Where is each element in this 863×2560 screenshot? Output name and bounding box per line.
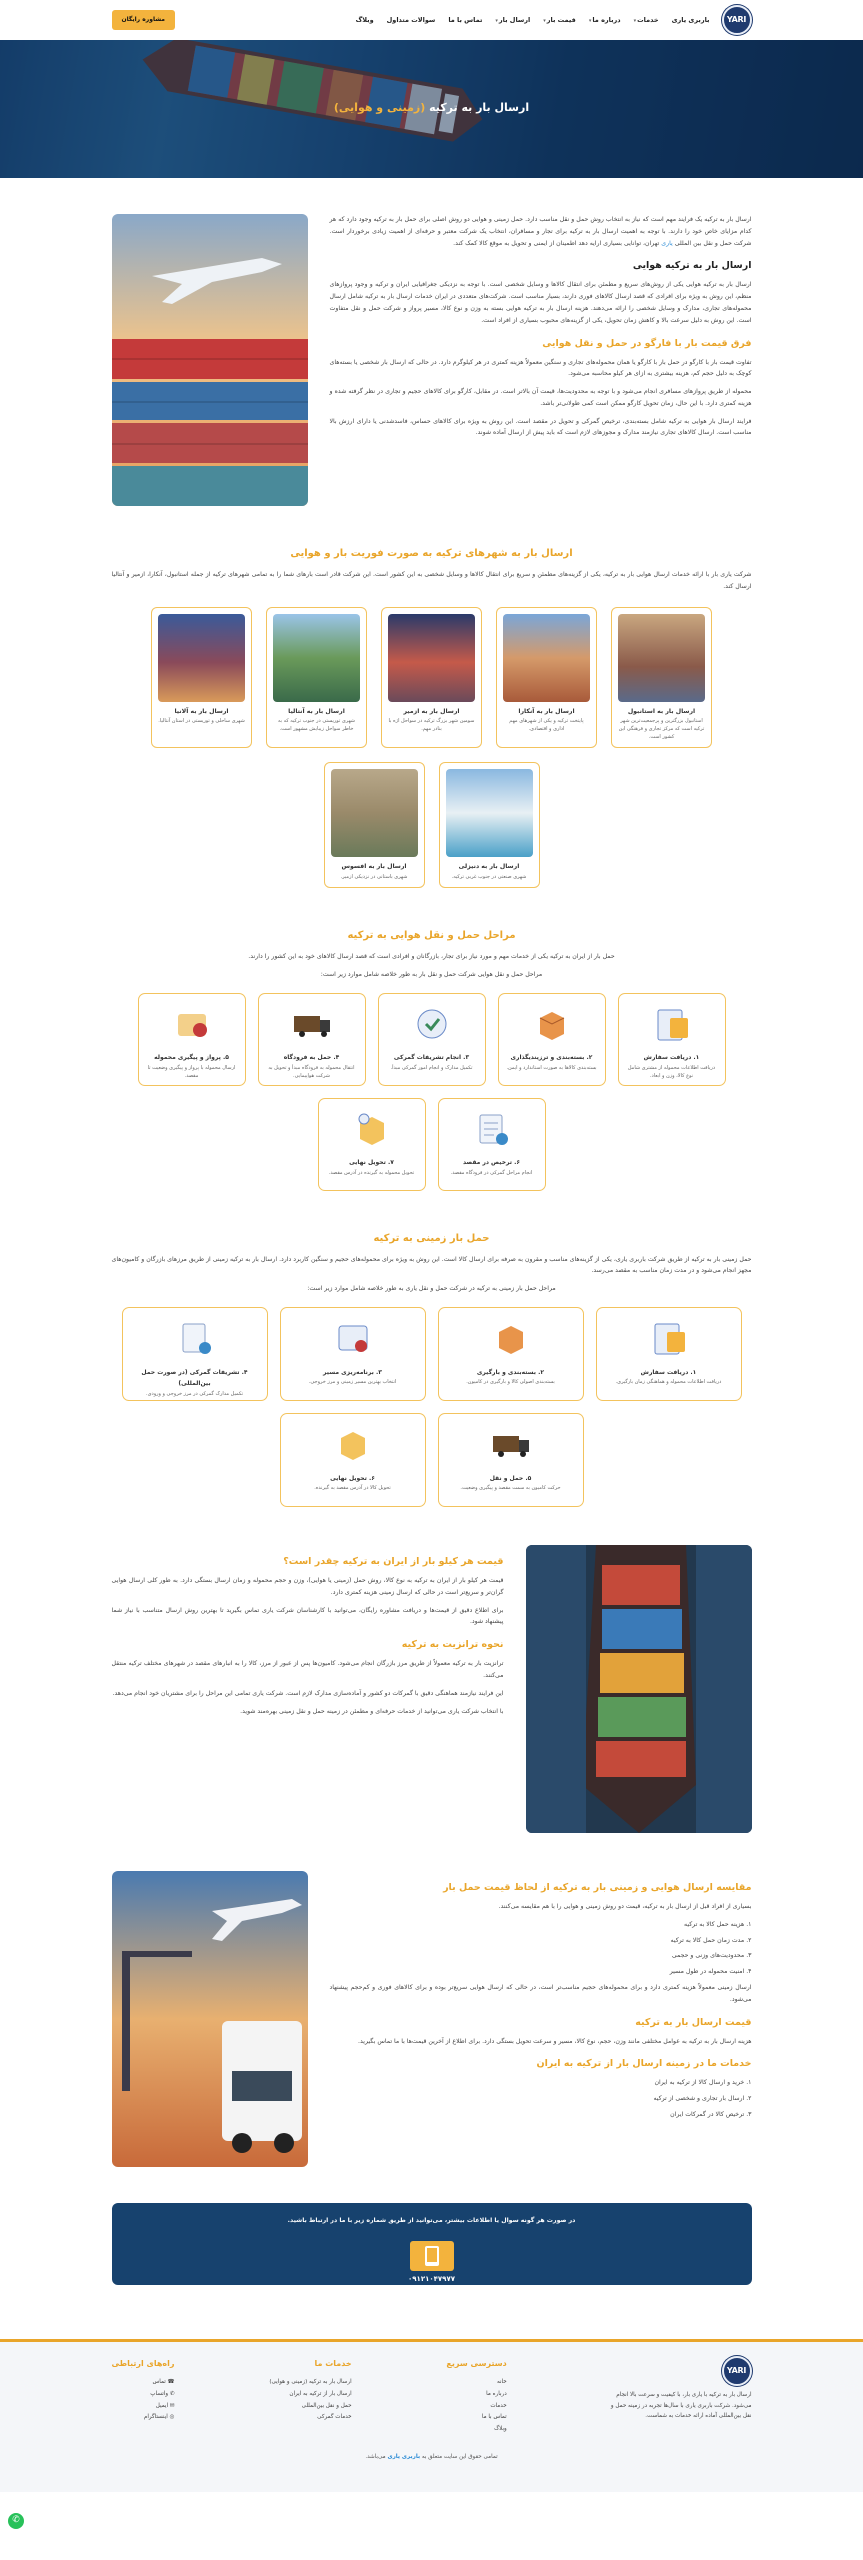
nav-item-faq[interactable]: سوالات متداول <box>386 15 436 24</box>
step-title: ۴. حمل به فرودگاه <box>283 1054 340 1062</box>
footer-contact-label: اینستاگرام <box>143 2414 168 2421</box>
step-desc: تکمیل مدارک و انجام امور گمرکی مبدأ. <box>390 1064 473 1071</box>
customs-icon <box>410 1004 454 1044</box>
chevron-down-icon: ▾ <box>588 17 592 24</box>
truck-icon <box>489 1424 533 1464</box>
site-logo[interactable] <box>722 5 752 35</box>
step-title: ۵. حمل و نقل <box>489 1474 532 1482</box>
customs-icon <box>173 1318 217 1358</box>
cities-section <box>112 544 752 888</box>
footer-link[interactable]: درباره ما <box>486 2390 507 2397</box>
city-card-ankara[interactable] <box>496 607 597 749</box>
whatsapp-icon: ✆ <box>12 2515 20 2526</box>
step-card <box>258 993 366 1086</box>
compare-list <box>330 1919 752 1978</box>
free-consultation-button[interactable]: مشاوره رایگان <box>112 10 176 29</box>
step-title: ۳. انجام تشریفات گمرکی <box>393 1054 470 1062</box>
chevron-down-icon: ▾ <box>543 17 546 24</box>
city-desc: شهری باستانی در نزدیکی ازمیر. <box>340 874 408 881</box>
chevron-down-icon: ▾ <box>633 17 637 24</box>
step-desc: انتقال محموله به فرودگاه مبدأ و تحویل به شرکت هواپیمایی. <box>268 1064 355 1079</box>
list-item: ۳. محدودیت‌های وزنی و حجمی <box>671 1952 752 1960</box>
truck-icon <box>290 1004 334 1044</box>
hero-title-highlight: (زمینی و هوایی) <box>333 101 426 114</box>
intro-text <box>330 214 752 506</box>
step-desc: بسته‌بندی اصولی کالا و بارگیری در کامیون. <box>466 1379 555 1386</box>
city-desc: سومین شهر بزرگ ترکیه در سواحل اژه با بنادر مهم. <box>388 718 475 733</box>
route-icon <box>331 1318 375 1358</box>
city-card-istanbul[interactable] <box>611 607 712 749</box>
city-title: ارسال بار به آنتالیا <box>288 707 345 715</box>
nav-item-services[interactable] <box>634 14 659 27</box>
step-title: ۷. تحویل نهایی <box>349 1159 394 1167</box>
nav-item-price[interactable] <box>543 14 576 27</box>
step-card <box>122 1307 268 1401</box>
step-card <box>596 1307 742 1401</box>
city-title: ارسال بار به ازمیر <box>403 707 460 715</box>
tracking-icon <box>170 1004 214 1044</box>
footer-about-text: ارسال بار به ترکیه با یاری بار، با کیفیت و سرعت بالا انجام می‌شود. شرکت باربری یاری با سال‌ها تجربه در زمینه حمل و نقل بین‌المللی آماده ارائه خدمات به شماست. <box>610 2392 752 2420</box>
price-section <box>112 1545 752 1833</box>
land-step-cards <box>112 1307 752 1507</box>
step-card <box>498 993 606 1086</box>
footer-link[interactable]: حمل و نقل بین‌المللی <box>301 2402 352 2409</box>
step-title: ۲. بسته‌بندی و بارگیری <box>476 1368 545 1376</box>
hero-title-main: ارسال بار به ترکیه <box>429 101 530 114</box>
cargo-paragraph-2: محموله از طریق پروازهای مسافری انجام می‌شود و با توجه به محدودیت‌ها، قیمت آن بالاتر است. در مقابل، کارگو برای کالاهای حجیم و تجاری در نظر گرفته شده و هزینه کمتری دارد. با این حال، زمان تحویل کارگو ممکن است کمی طولانی‌تر باشد. <box>329 388 752 407</box>
nav-item-shipping[interactable] <box>495 14 530 27</box>
step-title: ۶. تحویل نهایی <box>330 1474 375 1482</box>
alanya-image <box>158 614 245 702</box>
shipping-price-paragraph: هزینه ارسال بار به ترکیه به عوامل مختلفی مانند وزن، حجم، نوع کالا، مسیر و سرعت تحویل بستگی دارد. برای اطلاع از آخرین قیمت‌ها با ما تماس بگیرید. <box>358 2037 752 2045</box>
step-title: ۲. بسته‌بندی و ترزیندیگذاری <box>510 1054 593 1062</box>
city-card-alanya[interactable] <box>151 607 252 749</box>
box-icon <box>530 1004 574 1044</box>
intro-p1b: تهران، توانایی بسیاری ارایه دهد اطمینان از ایمنی و تحویل به موقع کالا کمک کند. <box>453 239 660 247</box>
footer-heading: راه‌های ارتباطی <box>111 2359 175 2369</box>
transit-paragraph-2: این فرایند نیازمند هماهنگی دقیق با گمرکات دو کشور و آماده‌سازی مدارک لازم است. شرکت یاری تمامی این مراحل را برای مشتریان خود انجام می‌دهد. <box>112 1689 504 1697</box>
intro-paragraph <box>330 214 752 249</box>
step-card <box>378 993 486 1086</box>
contact-message: در صورت هر گونه سوال یا اطلاعات بیشتر، می‌توانید از طریق شماره زیر با ما در ارتباط باشید. <box>287 2217 576 2225</box>
footer-link[interactable]: ارسال بار از ترکیه به ایران <box>289 2390 352 2397</box>
phone-icon[interactable] <box>410 2241 454 2271</box>
compare-text <box>330 1871 752 2167</box>
step-title: ۱. دریافت سفارش <box>640 1368 697 1376</box>
city-card-ephesus[interactable] <box>324 762 425 888</box>
compare-paragraph: بسیاری از افراد قبل از ارسال بار به ترکیه، قیمت دو روش زمینی و هوایی را با هم مقایسه می‌کنند. <box>498 1903 752 1911</box>
nav-item-blog[interactable]: وبلاگ <box>355 15 374 24</box>
services-list <box>330 2077 752 2120</box>
transit-heading: نحوه ترانزیت به ترکیه <box>401 1639 504 1651</box>
nav-item-contact[interactable]: تماس با ما <box>448 15 483 24</box>
footer-link[interactable]: وبلاگ <box>494 2426 507 2433</box>
delivery-icon <box>350 1109 394 1149</box>
footer-contact-instagram[interactable] <box>112 2412 175 2424</box>
price-paragraph-1: قیمت هر کیلو بار از ایران به ترکیه به نوع کالا، روش حمل (زمینی یا هوایی)، وزن و حجم محموله و زمان ارسال بستگی دارد. به طور کلی ارسال هوایی گران‌تر و سریع‌تر است در حالی که ارسال زمینی هزینه کمتری دارد. <box>111 1577 504 1596</box>
ephesus-image <box>331 769 418 857</box>
step-desc: بسته‌بندی کالاها به صورت استاندارد و ایمن. <box>506 1064 597 1071</box>
land-title: حمل بار زمینی به ترکیه <box>373 1232 490 1244</box>
main-nav <box>175 14 709 27</box>
copyright <box>112 2452 752 2463</box>
box-icon <box>489 1318 533 1358</box>
step-desc: دریافت اطلاعات محموله از مشتری شامل نوع کالا، وزن و ابعاد. <box>627 1064 716 1079</box>
list-item: ۲. ارسال بار تجاری و شخصی از ترکیه <box>653 2095 752 2103</box>
izmir-image <box>388 614 475 702</box>
city-card-izmir[interactable] <box>381 607 482 749</box>
yari-link[interactable]: یاری <box>661 239 673 247</box>
nav-item-home[interactable]: باربری یاری <box>671 15 710 24</box>
city-title: ارسال بار به افسوس <box>341 863 407 871</box>
footer-link[interactable]: خدمات گمرکی <box>317 2414 352 2421</box>
footer-columns <box>112 2356 752 2436</box>
contact-banner <box>112 2203 752 2285</box>
cargo-price-heading: فرق قیمت بار با فارگو در حمل و نقل هوایی <box>542 337 752 349</box>
phone-number[interactable]: ۰۹۱۲۱۰۴۷۹۷۷ <box>408 2274 455 2283</box>
city-desc: استانبول بزرگترین و پرجمعیت‌ترین شهر ترکیه است که مرکز تجاری و فرهنگی این کشور است. <box>618 718 705 741</box>
clearance-icon <box>470 1109 514 1149</box>
compare-section <box>112 1871 752 2167</box>
footer-contact-label: واتساپ <box>150 2390 169 2397</box>
footer-link[interactable]: خانه <box>496 2379 507 2386</box>
step-title: ۱. دریافت سفارش <box>643 1054 700 1062</box>
copyright-brand[interactable]: باربری یاری <box>387 2453 421 2460</box>
air-steps-lead2: مراحل حمل و نقل هوایی شرکت حمل و نقل بار به طور خلاصه شامل موارد زیر است: <box>320 970 543 978</box>
step-desc: تحویل کالا در آدرس مقصد به گیرنده. <box>314 1485 391 1492</box>
step-desc: تکمیل مدارک گمرکی در مرز خروجی و ورودی. <box>145 1390 244 1397</box>
step-card <box>438 1413 584 1507</box>
cities-lead: شرکت یاری بار با ارائه خدمات ارسال هوایی بار به ترکیه، یکی از گزینه‌های مطمئن و سریع برای انتقال کالاها و وسایل شخصی به این کشور است. این شرکت قادر است بارهای شما را به تمامی شهرهای ترکیه از جمله استانبول، آنکارا، ازمیر و آنتالیا ارسال کند. <box>111 571 752 590</box>
order-icon <box>650 1004 694 1044</box>
step-card <box>280 1307 426 1401</box>
list-item: ۴. امنیت محموله در طول مسیر <box>669 1968 752 1976</box>
footer-heading: خدمات ما <box>314 2359 352 2369</box>
step-title: ۳. برنامه‌ریزی مسیر <box>323 1368 382 1376</box>
air-step-cards <box>112 993 752 1191</box>
whatsapp-float-button[interactable] <box>8 2513 24 2529</box>
logo-text: YARI <box>726 15 747 25</box>
intro-section <box>112 214 752 506</box>
cargo-paragraph-1: تفاوت قیمت بار با کارگو در حمل بار با کارگو یا همان محموله‌های تجاری و سنگین معمولاً هزینه کمتری در هر کیلوگرم دارد. در حالی که ارسال بار شخصی یا بسته‌های کوچک به دلیل حجم کم، هزینه بیشتری به ازای هر کیلو محاسبه می‌شود. <box>329 358 752 378</box>
step-desc: ارسال محموله با پرواز و پیگیری وضعیت تا مقصد. <box>147 1064 236 1079</box>
city-title: ارسال بار به آنکارا <box>518 707 575 715</box>
denizli-image <box>446 769 533 857</box>
air-heading: ارسال بار به ترکیه هوایی <box>632 260 752 272</box>
ankara-image <box>503 614 590 702</box>
step-card <box>138 993 246 1086</box>
hero-banner <box>0 40 863 178</box>
step-desc: تحویل محموله به گیرنده در آدرس مقصد. <box>328 1169 415 1176</box>
step-card <box>438 1098 546 1191</box>
land-lead: مراحل حمل بار زمینی به ترکیه در شرکت حمل و نقل یاری به طور خلاصه شامل موارد زیر است: <box>307 1285 556 1293</box>
air-steps-lead: حمل بار از ایران به ترکیه یکی از خدمات مهم و مورد نیاز برای تجار، بازرگانان و افرادی است که قصد ارسال کالاهای خود به این کشور را دارند. <box>248 953 615 961</box>
city-desc: شهری صنعتی در جنوب غربی ترکیه. <box>451 874 527 881</box>
instagram-icon: ◎ <box>167 2414 175 2421</box>
footer-link[interactable]: خدمات <box>490 2402 507 2409</box>
list-item: ۳. ترخیص کالا در گمرکات ایران <box>670 2110 752 2118</box>
footer-contact-label: ایمیل <box>155 2402 169 2409</box>
footer-contact-label: تماس <box>152 2379 166 2386</box>
copyright-tail: می‌باشد. <box>365 2453 386 2460</box>
city-desc: پایتخت ترکیه و یکی از شهرهای مهم اداری و اقتصادی. <box>509 718 584 733</box>
city-card-antalya[interactable] <box>266 607 367 749</box>
price-paragraph-2: برای اطلاع دقیق از قیمت‌ها و دریافت مشاوره رایگان، می‌توانید با کارشناسان شرکت یاری تماس بگیرید تا بهترین روش ارسال متناسب با نیاز شما پیشنهاد شود. <box>111 1606 504 1626</box>
delivery-icon <box>331 1424 375 1464</box>
shipping-price-heading: قیمت ارسال بار به ترکیه <box>635 2016 752 2028</box>
nav-label: قیمت بار <box>546 15 576 24</box>
footer-contact-email[interactable] <box>112 2401 175 2413</box>
footer-contact-phone[interactable] <box>112 2377 175 2389</box>
footer-heading: دسترسی سریع <box>446 2359 507 2369</box>
copyright-text: تمامی حقوق این سایت متعلق به <box>421 2453 498 2460</box>
container-ship-image <box>526 1545 752 1833</box>
transit-paragraph-1: ترانزیت بار به ترکیه معمولاً از طریق مرز بازرگان انجام می‌شود. کامیون‌ها پس از عبور از مرز، کالا را به انبارهای مقصد در شهرهای مختلف ترکیه منتقل می‌کنند. <box>111 1660 504 1680</box>
cargo-paragraph-3: فرایند ارسال بار هوایی به ترکیه شامل بسته‌بندی، ترخیص گمرکی و تحویل در مقصد است. این روش به ویژه برای کالاهای حساس، فاسدشدنی یا دارای ارزش بالا مناسب است. ارسال کالاهای تجاری نیازمند مدارک و مجوزهای لازم است که باید پیش از ارسال آماده شوند. <box>329 417 752 437</box>
step-title: ۴. تشریفات گمرکی (در صورت حمل بین‌المللی) <box>141 1368 248 1388</box>
step-desc: حرکت کامیون به سمت مقصد و پیگیری وضعیت. <box>460 1485 561 1492</box>
footer-link[interactable]: ارسال بار به ترکیه (زمینی و هوایی) <box>269 2379 352 2386</box>
city-title: ارسال بار به دنیزلی <box>458 863 520 871</box>
step-card <box>280 1413 426 1507</box>
step-title: ۵. پرواز و پیگیری محموله <box>154 1054 229 1062</box>
compare-heading: مقایسه ارسال هوایی و زمینی بار به ترکیه از لحاظ قیمت حمل بار <box>443 1882 752 1894</box>
price-heading: قیمت هر کیلو بار از ایران به ترکیه چقدر است؟ <box>283 1556 504 1568</box>
chevron-down-icon: ▾ <box>495 17 498 24</box>
footer-logo[interactable] <box>722 2356 752 2386</box>
cities-title: ارسال بار به شهرهای ترکیه به صورت فوریت بار و هوایی <box>290 548 573 559</box>
nav-label: خدمات <box>637 15 659 24</box>
plane-truck-port-image <box>112 1871 308 2167</box>
step-card <box>618 993 726 1086</box>
step-card <box>438 1307 584 1401</box>
mail-icon: ✉ <box>168 2402 175 2409</box>
step-desc: انجام مراحل گمرکی در فرودگاه مقصد. <box>450 1169 533 1176</box>
order-icon <box>647 1318 691 1358</box>
plane-containers-image <box>112 214 308 506</box>
nav-item-about[interactable] <box>589 14 621 27</box>
city-cards <box>112 607 752 889</box>
site-header <box>0 0 863 40</box>
services-heading: خدمات ما در زمینه ارسال بار از ترکیه به ایران <box>536 2058 752 2070</box>
city-title: ارسال بار به آلانیا <box>174 707 229 715</box>
footer-about <box>602 2356 752 2436</box>
transit-paragraph-3: با انتخاب شرکت یاری می‌توانید از خدمات حرفه‌ای و مطمئن در زمینه حمل و نقل زمینی بهره‌مند شوید. <box>240 1707 504 1715</box>
site-footer <box>0 2342 863 2492</box>
whatsapp-icon: ✆ <box>168 2390 175 2397</box>
air-steps-title: مراحل حمل و نقل هوایی به ترکیه <box>347 930 516 942</box>
nav-label: درباره ما <box>592 15 621 24</box>
step-card <box>318 1098 426 1191</box>
air-steps-section <box>112 926 752 1191</box>
city-title: ارسال بار به استانبول <box>627 707 696 715</box>
city-desc: شهری ساحلی و توریستی در استان آنتالیا. <box>158 718 245 725</box>
antalya-image <box>273 614 360 702</box>
list-item: ۱. خرید و ارسال کالا از ترکیه به ایران <box>654 2079 752 2087</box>
footer-link[interactable]: تماس با ما <box>481 2414 507 2421</box>
land-paragraph: حمل زمینی بار به ترکیه از طریق شرکت باربری یاری، یکی از گزینه‌های مناسب و مقرون به صرفه برای ارسال کالا است. این روش به ویژه برای محموله‌های حجیم و سنگین کاربرد دارد. ارسال بار به ترکیه زمینی از طریق مرزهای بازرگان و کامیون‌های مجهز انجام می‌شود و در مدت زمان مناسب به مقصد می‌رسد. <box>111 1255 752 1275</box>
step-title: ۶. ترخیص در مقصد <box>462 1159 521 1167</box>
footer-contact <box>112 2356 175 2436</box>
land-section <box>112 1229 752 1507</box>
list-item: ۱. هزینه حمل کالا به ترکیه <box>684 1920 752 1928</box>
phone-icon: ☎ <box>165 2379 175 2386</box>
istanbul-image <box>618 614 705 702</box>
footer-contact-whatsapp[interactable] <box>112 2389 175 2401</box>
step-desc: دریافت اطلاعات محموله و هماهنگی زمان بارگیری. <box>615 1379 722 1386</box>
footer-quick-links <box>446 2356 506 2436</box>
city-desc: شهری توریستی در جنوب ترکیه که به خاطر سواحل زیبایش مشهور است. <box>277 718 355 733</box>
hero-title <box>0 98 863 119</box>
footer-services <box>269 2356 351 2436</box>
price-text <box>112 1545 504 1833</box>
city-card-denizli[interactable] <box>439 762 540 888</box>
compare-paragraph-2: ارسال زمینی معمولاً هزینه کمتری دارد و برای محموله‌های حجیم مناسب‌تر است، در حالی که ارسال هوایی سریع‌تر بوده و برای کالاهای فوری و کم‌حجم پیشنهاد می‌شود. <box>329 1983 752 2003</box>
list-item: ۲. مدت زمان حمل کالا به ترکیه <box>670 1936 752 1944</box>
logo-text: YARI <box>726 2366 747 2376</box>
step-desc: انتخاب بهترین مسیر زمینی و مرز خروجی. <box>308 1379 397 1386</box>
nav-label: ارسال بار <box>498 15 531 24</box>
intro-p1: ارسال بار به ترکیه یک فرایند مهم است که نیاز به انتخاب روش حمل و نقل مناسب دارد. حمل زمینی و هوایی دو روش اصلی برای حمل بار به ترکیه وجود دارد که هر کدام مزایای خاص خود را دارند. با توجه به اهمیت ارسال بار به ترکیه برای تجار و مسافران، انتخاب یک شرکت معتبر و حرفه‌ای از اهمیت زیادی برخوردار است. شرکت حمل و نقل بین المللی <box>329 216 752 247</box>
air-paragraph: ارسال بار به ترکیه هوایی یکی از روش‌های سریع و مطمئن برای انتقال کالاها و وسایل شخصی است. با توجه به نزدیکی جغرافیایی ایران و ترکیه و وجود پروازهای منظم، این روش به ویژه برای افرادی که قصد ارسال کالاهای فوری دارند، بسیار مناسب است. شرکت‌های متعددی در ایران خدمات ارسال بار به ترکیه شامل ارسال محموله‌های تجاری، مدارک و وسایل شخصی را ارائه می‌دهند. هزینه ارسال بار به ترکیه هوایی بسته به وزن و نوع کالا، مسیر پرواز و شرکت حمل و نقل متفاوت است. این روش به دلیل سرعت بالا و کاهش زمان تحویل، یکی از گزینه‌های محبوب بسیاری از افراد است. <box>329 281 752 324</box>
